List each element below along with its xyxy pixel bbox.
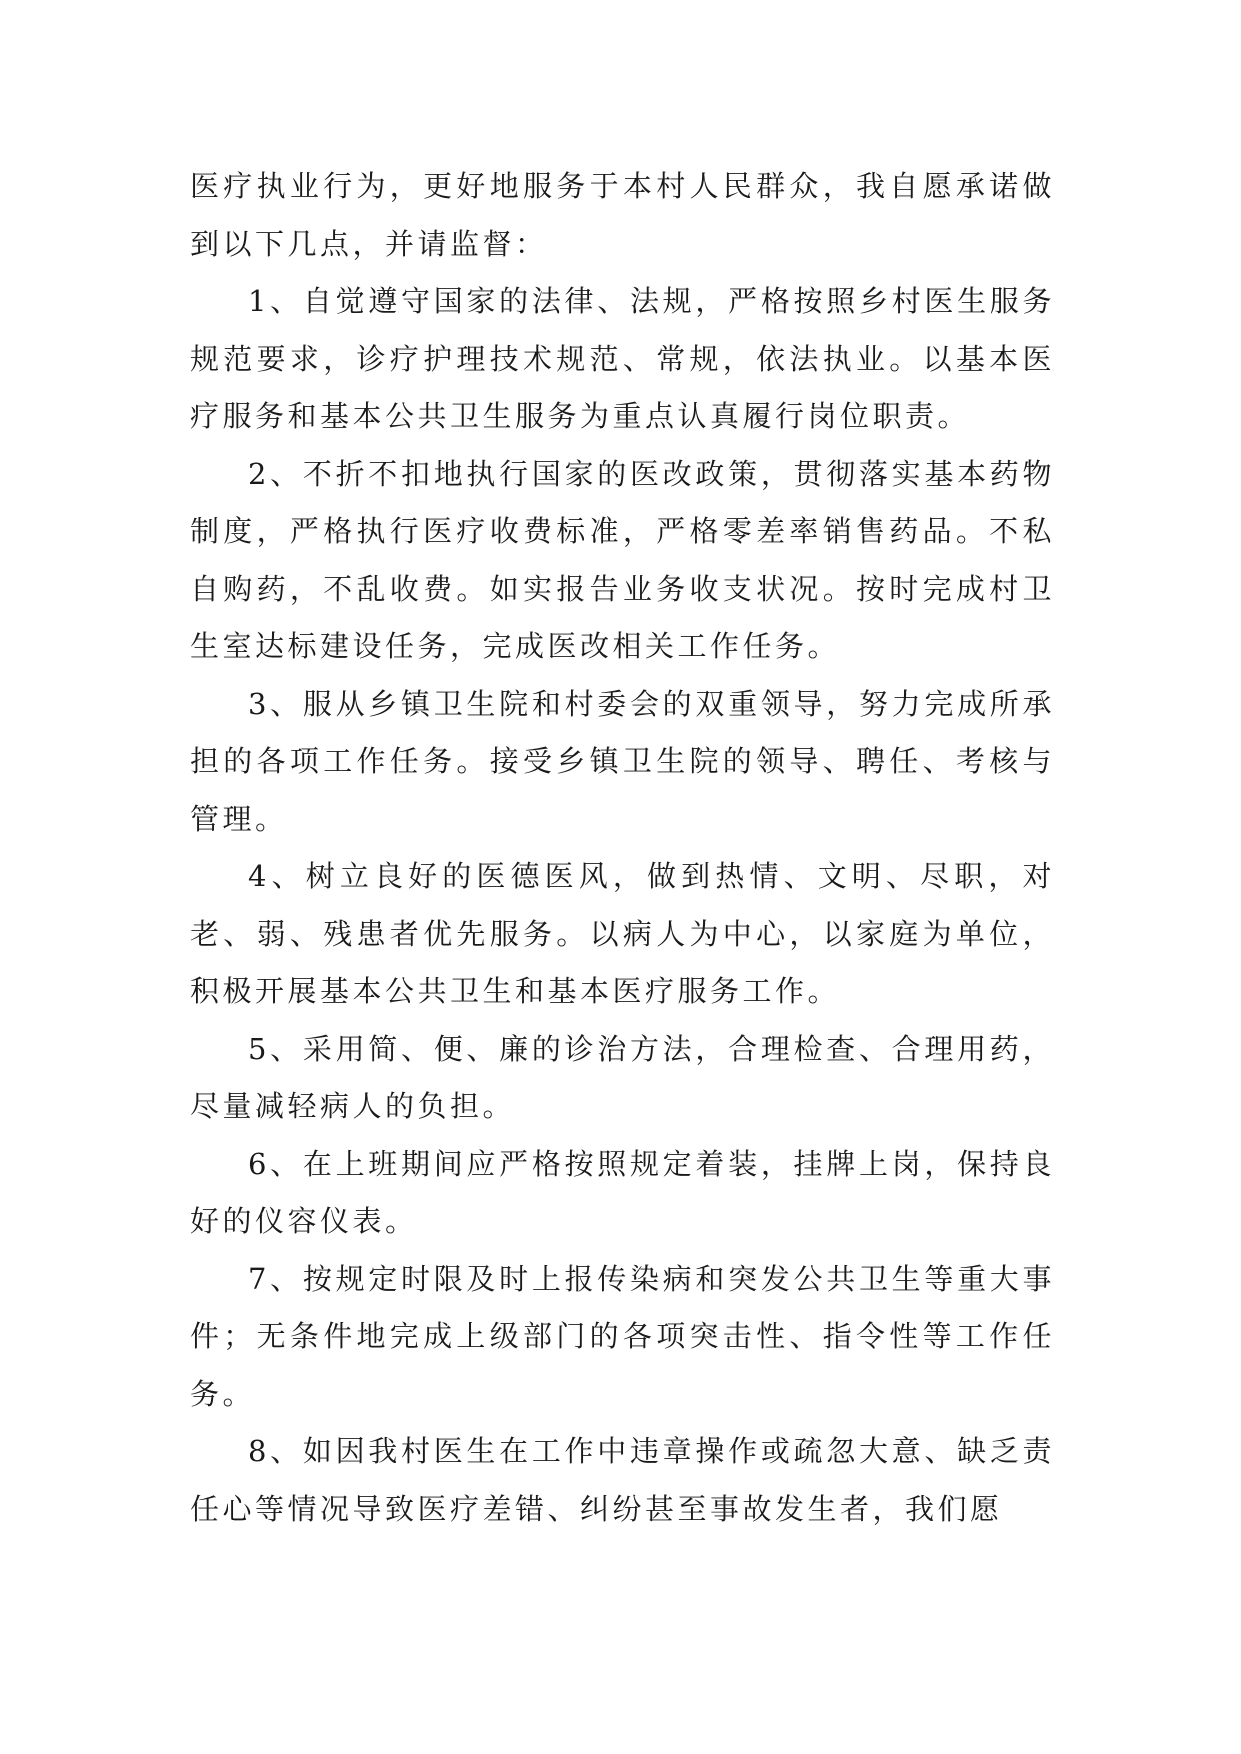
paragraph-item-2: 2、不折不扣地执行国家的医改政策，贯彻落实基本药物制度，严格执行医疗收费标准，严格零差率销售药品。不私自购药，不乱收费。如实报告业务收支状况。按时完成村卫生室达标建设任务，完成医改相关工作任务。 xyxy=(190,456,1055,663)
document-body xyxy=(190,158,1055,1538)
paragraph-item-1: 1、自觉遵守国家的法律、法规，严格按照乡村医生服务规范要求，诊疗护理技术规范、常规，依法执业。以基本医疗服务和基本公共卫生服务为重点认真履行岗位职责。 xyxy=(190,284,1055,433)
paragraph-item-7: 7、按规定时限及时上报传染病和突发公共卫生等重大事件；无条件地完成上级部门的各项突击性、指令性等工作任务。 xyxy=(190,1261,1055,1411)
paragraph-item-4: 4、树立良好的医德医风，做到热情、文明、尽职，对老、弱、残患者优先服务。以病人为中心，以家庭为单位，积极开展基本公共卫生和基本医疗服务工作。 xyxy=(190,859,1055,1008)
paragraph-item-5: 5、采用简、便、廉的诊治方法，合理检查、合理用药，尽量减轻病人的负担。 xyxy=(190,1031,1055,1123)
paragraph-intro-continuation: 医疗执业行为，更好地服务于本村人民群众，我自愿承诺做到以下几点，并请监督： xyxy=(190,169,1055,261)
paragraph-item-8: 8、如因我村医生在工作中违章操作或疏忽大意、缺乏责任心等情况导致医疗差错、纠纷甚至事故发生者，我们愿 xyxy=(190,1434,1055,1526)
paragraph-item-6: 6、在上班期间应严格按照规定着装，挂牌上岗，保持良好的仪容仪表。 xyxy=(190,1146,1055,1238)
paragraph-item-3: 3、服从乡镇卫生院和村委会的双重领导，努力完成所承担的各项工作任务。接受乡镇卫生院的领导、聘任、考核与管理。 xyxy=(190,686,1055,836)
